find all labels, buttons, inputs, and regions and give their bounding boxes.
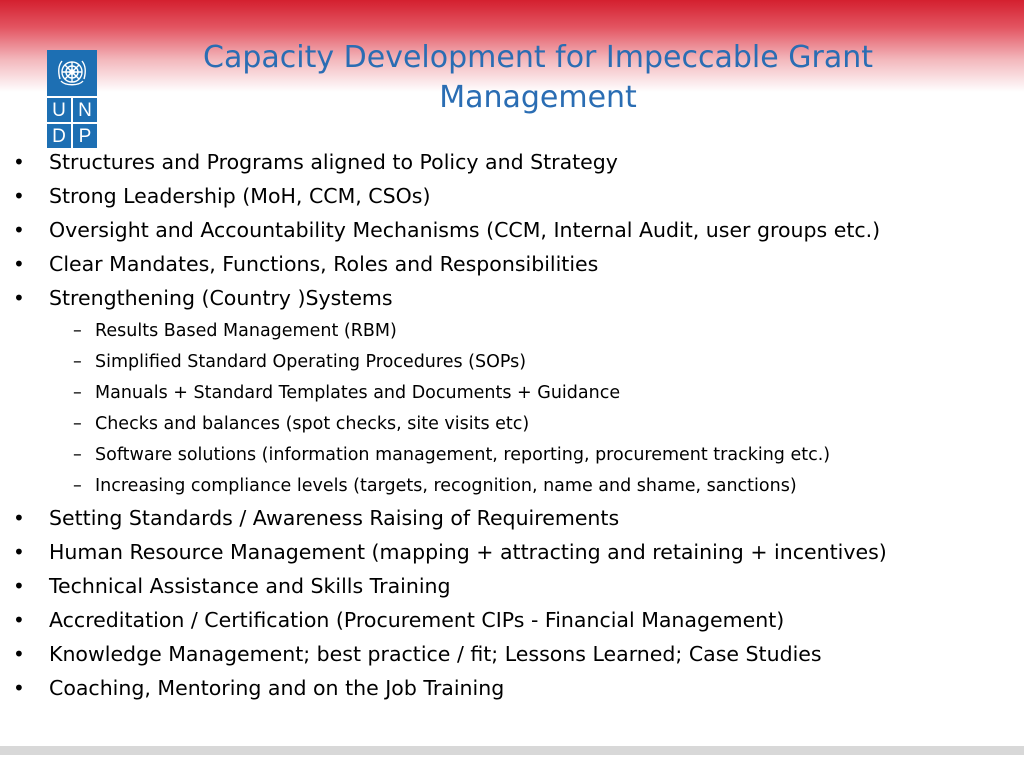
bullet-item <box>13 251 599 277</box>
bullet-text: Knowledge Management; best practice / fit; Lessons Learned; Case Studies <box>49 642 822 666</box>
logo-letter-u: U <box>47 98 71 122</box>
sub-bullet-item <box>73 475 797 497</box>
sub-bullet-text: Checks and balances (spot checks, site visits etc) <box>95 414 530 434</box>
bullet-item <box>13 539 887 565</box>
bullet-text: Coaching, Mentoring and on the Job Training <box>49 676 505 700</box>
sub-bullet-item <box>73 382 621 404</box>
sub-bullet-text: Manuals + Standard Templates and Documents + Guidance <box>95 383 621 403</box>
bullet-text: Oversight and Accountability Mechanisms (CCM, Internal Audit, user groups etc.) <box>49 218 881 242</box>
bullet-marker: • <box>13 252 25 276</box>
bullet-marker: • <box>13 150 25 174</box>
sub-bullet-item <box>73 413 530 435</box>
bullet-item <box>13 505 620 531</box>
bullet-text: Clear Mandates, Functions, Roles and Responsibilities <box>49 252 599 276</box>
sub-bullet-text: Software solutions (information management, reporting, procurement tracking etc.) <box>95 445 831 465</box>
bullet-marker: • <box>13 540 25 564</box>
undp-logo <box>47 50 97 148</box>
sub-bullet-marker: – <box>73 321 82 341</box>
sub-bullet-item <box>73 444 831 466</box>
un-emblem-icon <box>47 50 97 96</box>
footer-bar <box>0 746 1024 755</box>
bullet-marker: • <box>13 676 25 700</box>
slide-title: Capacity Development for Impeccable Grant Management <box>203 40 873 115</box>
sub-bullet-marker: – <box>73 476 82 496</box>
sub-bullet-marker: – <box>73 445 82 465</box>
bullet-text: Human Resource Management (mapping + attracting and retaining + incentives) <box>49 540 887 564</box>
bullet-marker: • <box>13 608 25 632</box>
logo-letter-p: P <box>73 124 97 148</box>
sub-bullet-text: Increasing compliance levels (targets, recognition, name and shame, sanctions) <box>95 476 797 496</box>
bullet-marker: • <box>13 184 25 208</box>
sub-bullet-text: Simplified Standard Operating Procedures (SOPs) <box>95 352 527 372</box>
bullet-marker: • <box>13 642 25 666</box>
bullet-item <box>13 285 393 311</box>
bullet-item <box>13 183 431 209</box>
sub-bullet-text: Results Based Management (RBM) <box>95 321 397 341</box>
bullet-marker: • <box>13 506 25 530</box>
bullet-item <box>13 641 822 667</box>
bullet-item <box>13 573 451 599</box>
sub-bullet-marker: – <box>73 414 82 434</box>
bullet-marker: • <box>13 574 25 598</box>
bullet-marker: • <box>13 218 25 242</box>
bullet-text: Strong Leadership (MoH, CCM, CSOs) <box>49 184 431 208</box>
sub-bullet-marker: – <box>73 383 82 403</box>
bullet-text: Structures and Programs aligned to Policy and Strategy <box>49 150 618 174</box>
bullet-marker: • <box>13 286 25 310</box>
bullet-text: Accreditation / Certification (Procurement CIPs - Financial Management) <box>49 608 785 632</box>
bullet-text: Technical Assistance and Skills Training <box>49 574 451 598</box>
bullet-item <box>13 149 618 175</box>
undp-letter-grid <box>47 98 97 148</box>
sub-bullet-item <box>73 351 527 373</box>
bullet-item <box>13 675 505 701</box>
bullet-item <box>13 217 881 243</box>
logo-letter-d: D <box>47 124 71 148</box>
sub-bullet-marker: – <box>73 352 82 372</box>
bullet-text: Strengthening (Country )Systems <box>49 286 393 310</box>
bullet-item <box>13 607 785 633</box>
bullet-text: Setting Standards / Awareness Raising of Requirements <box>49 506 620 530</box>
logo-letter-n: N <box>73 98 97 122</box>
sub-bullet-item <box>73 320 397 342</box>
